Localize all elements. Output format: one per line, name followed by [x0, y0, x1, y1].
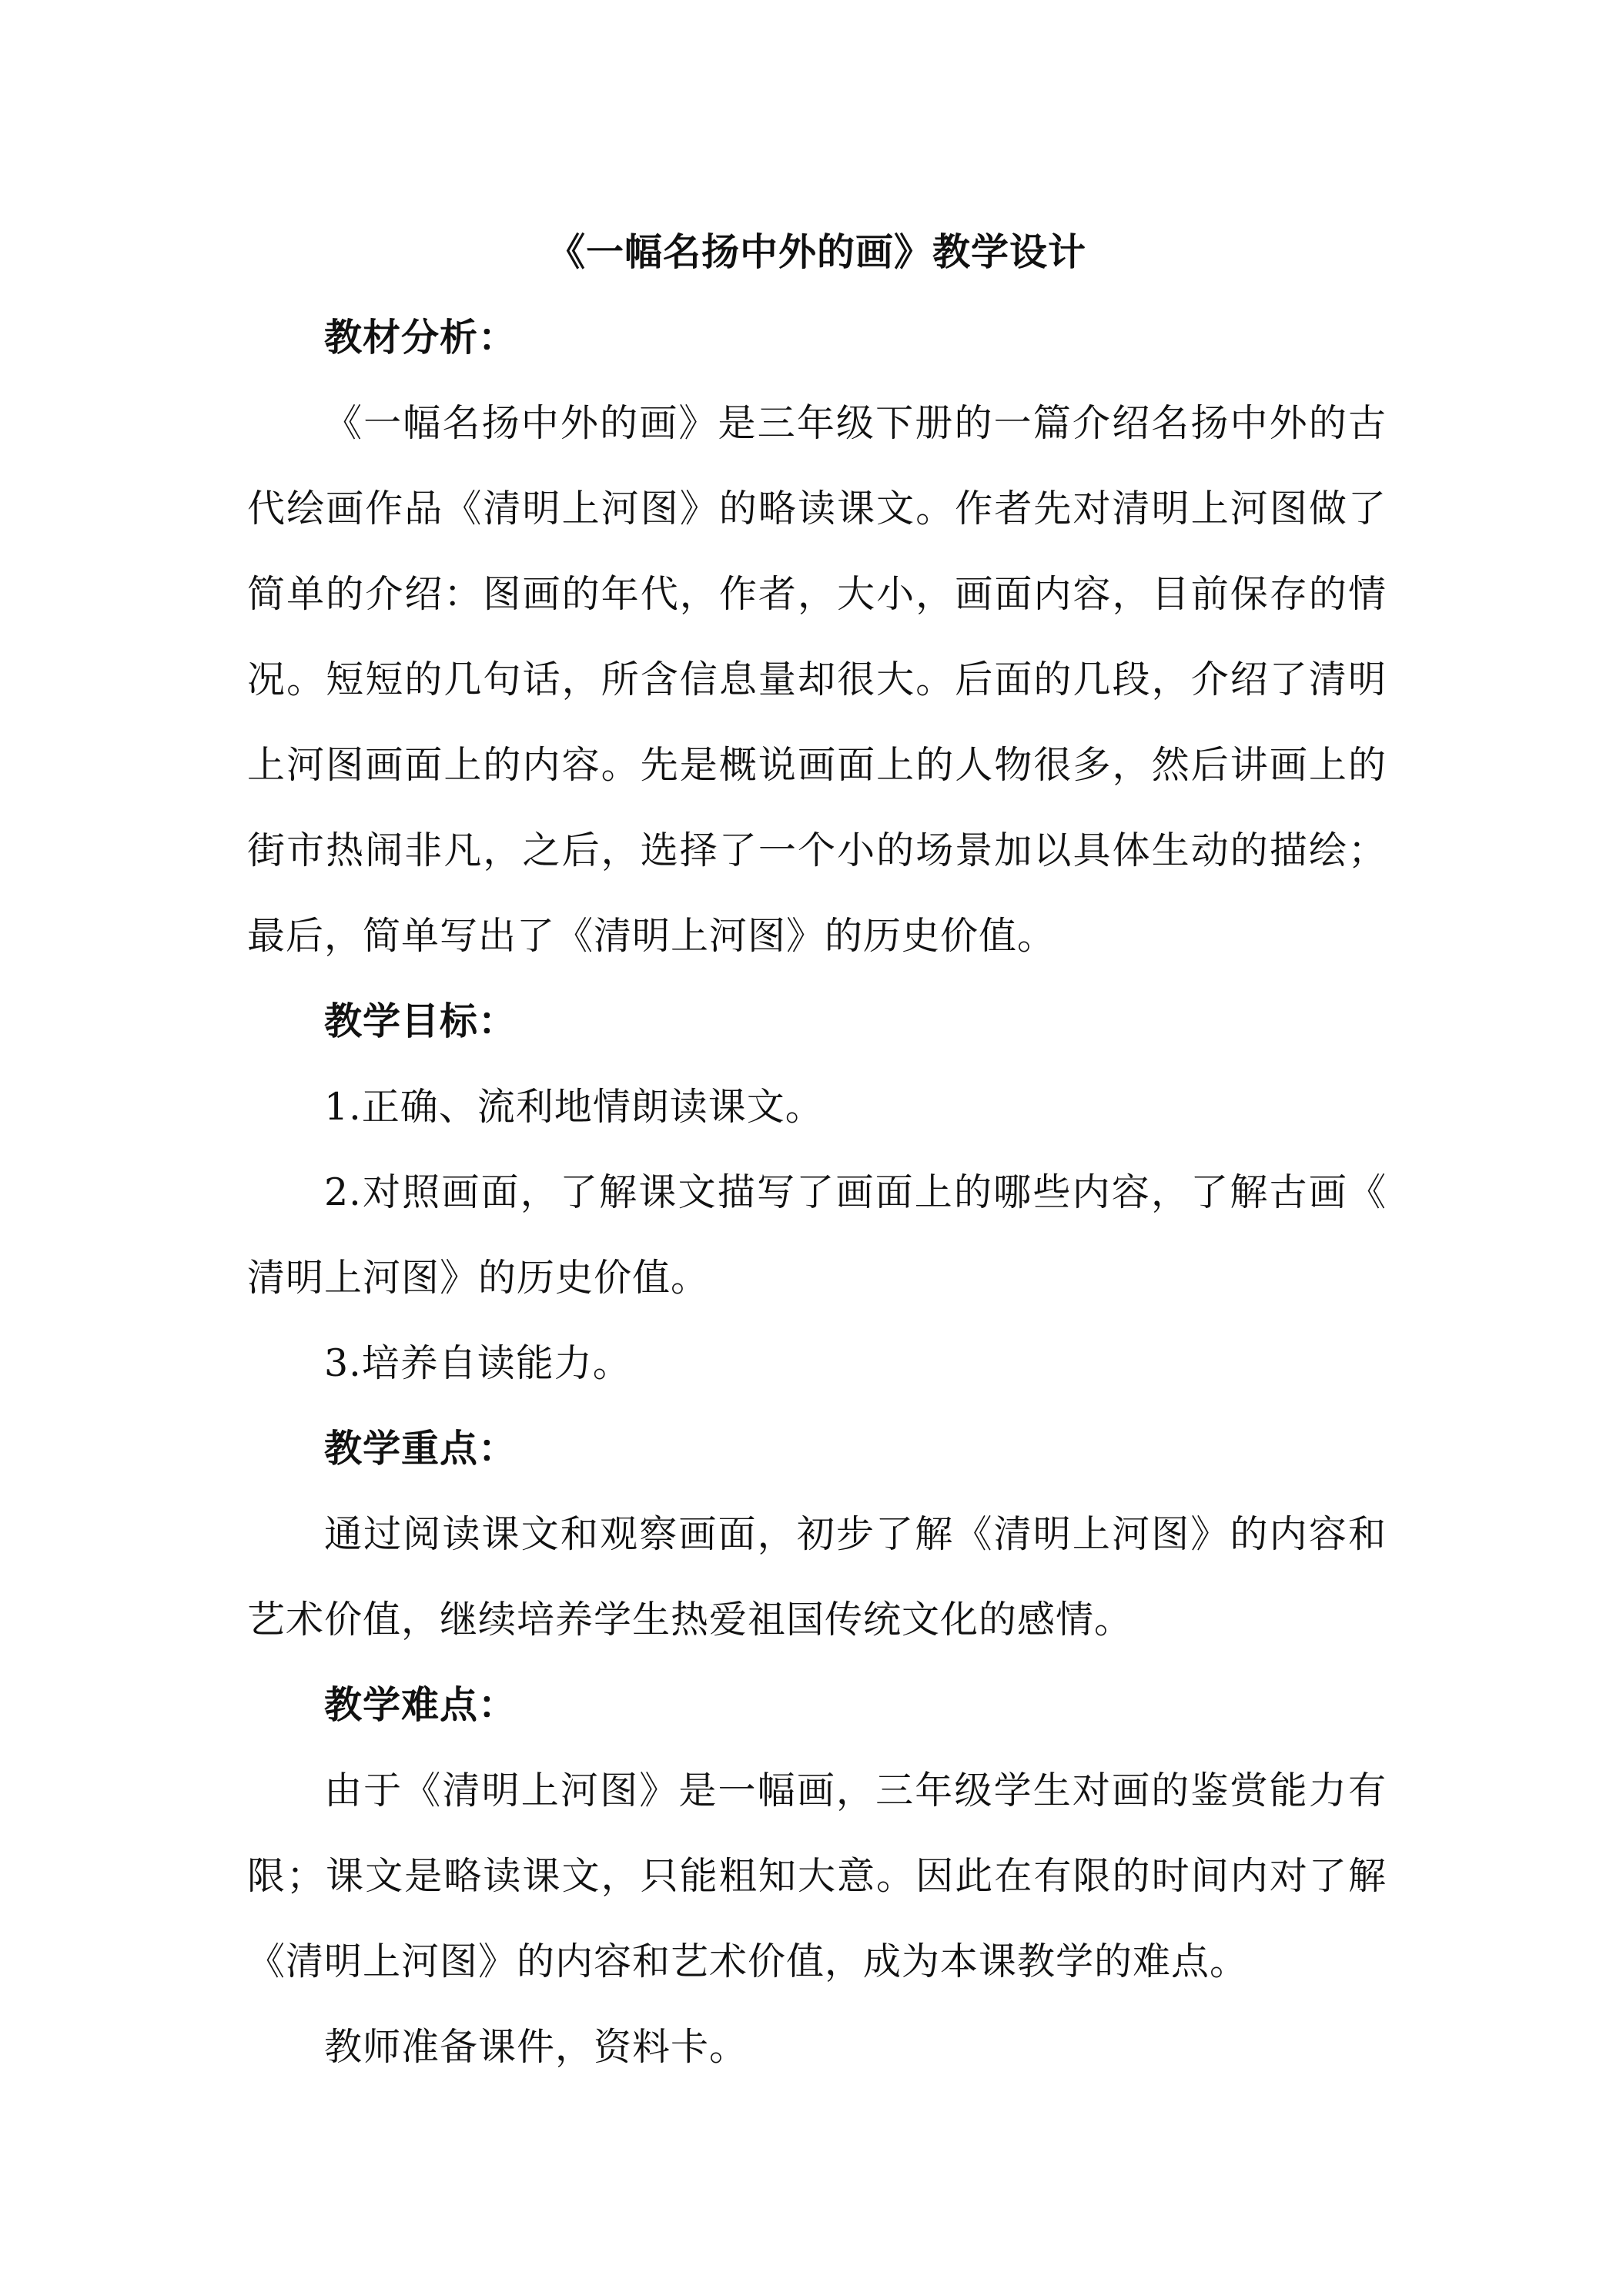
section-heading: 教学重点：: [324, 1427, 517, 1471]
paragraph: 由于《清明上河图》是一幅画，三年级学生对画的鉴赏能力有限；课文是略读课文，只能粗知大意。因此在有限的时间内对了解《清明上河图》的内容和艺术价值，成为本课教学的难点。: [247, 1769, 1387, 1983]
section-teaching-objectives: [247, 979, 1387, 1406]
section-heading: 教材分析：: [324, 316, 517, 360]
section-heading: 教学难点：: [324, 1683, 517, 1727]
document-title: 《一幅名扬中外的画》教学设计: [547, 230, 1086, 274]
section-textbook-analysis: [247, 295, 1387, 979]
objective-item: 1.正确、流利地情朗读课文。: [324, 1085, 824, 1129]
document-body: [247, 209, 1387, 2090]
objective-item: 3.培养自读能力。: [324, 1341, 631, 1385]
objective-item: 2.对照画面，了解课文描写了画面上的哪些内容，了解古画《清明上河图》的历史价值。: [247, 1170, 1387, 1300]
section-teaching-focus: [247, 1406, 1387, 1662]
section-heading: 教学目标：: [324, 999, 517, 1043]
paragraph: 《一幅名扬中外的画》是三年级下册的一篇介绍名扬中外的古代绘画作品《清明上河图》的略读课文。作者先对清明上河图做了简单的介绍：图画的年代，作者，大小，画面内容，目前保存的情况。短短的几句话，所含信息量却很大。后面的几段，介绍了清明上河图画面上的内容。先是概说画面上的人物很多，然后讲画上的街市热闹非凡，之后，选择了一个小的场景加以具体生动的描绘；最后，简单写出了《清明上河图》的历史价值。: [247, 401, 1387, 958]
section-teaching-difficulties: [247, 1662, 1387, 2090]
paragraph: 教师准备课件，资料卡。: [324, 2025, 748, 2069]
paragraph: 通过阅读课文和观察画面，初步了解《清明上河图》的内容和艺术价值，继续培养学生热爱祖国传统文化的感情。: [247, 1512, 1387, 1642]
